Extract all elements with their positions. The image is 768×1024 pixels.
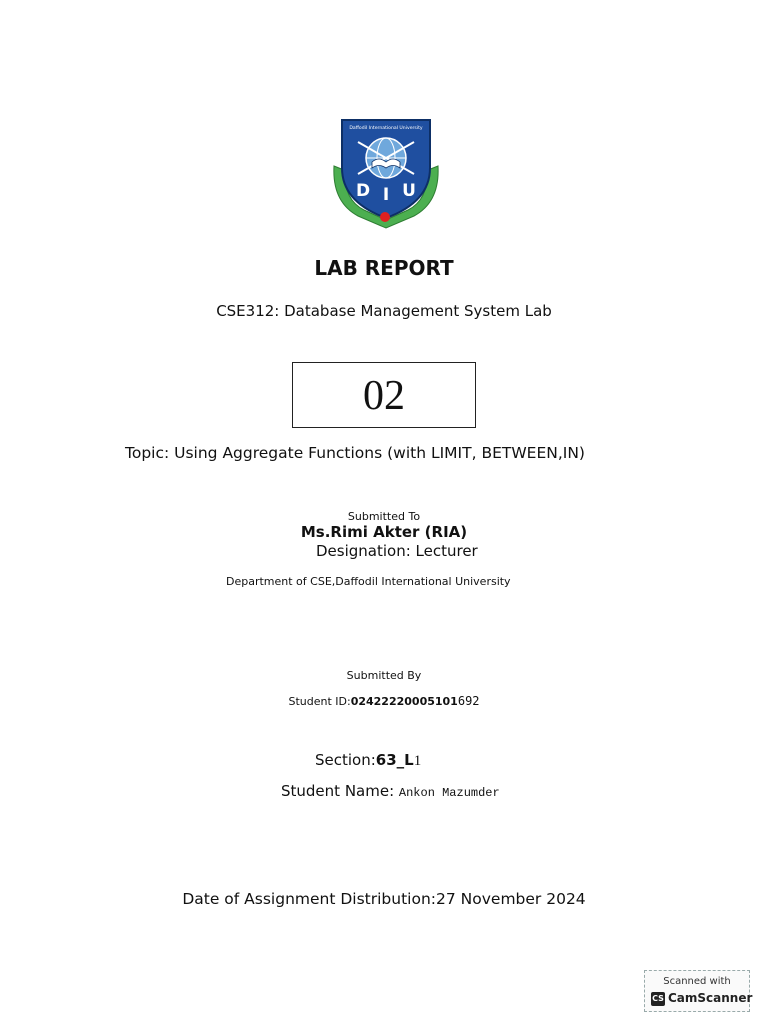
university-logo: [328, 110, 444, 232]
watermark-brand: CamScanner: [668, 991, 753, 1005]
logo-university-text: Daffodil International University: [349, 126, 423, 131]
logo-red-dot: [380, 212, 390, 222]
report-topic: Topic: Using Aggregate Functions (with LIMIT, BETWEEN,IN): [125, 444, 585, 462]
teacher-designation: Designation: Lecturer: [316, 542, 478, 560]
logo-letter-d: D: [355, 181, 371, 201]
camscanner-watermark: [644, 970, 753, 1012]
student-id-label: Student ID:: [288, 695, 351, 708]
student-name: [281, 782, 500, 800]
camscanner-icon: CS: [651, 992, 665, 1006]
section-value: 63_L: [375, 751, 414, 769]
student-id: [0, 694, 768, 708]
logo-letter-u: U: [402, 181, 416, 201]
submitted-to-label: Submitted To: [347, 510, 421, 523]
student-id-handwritten: 692: [457, 694, 480, 708]
watermark-caption: Scanned with: [663, 976, 731, 987]
teacher-name: Ms.Rimi Akter (RIA): [300, 523, 468, 541]
distribution-date: Date of Assignment Distribution:27 November 2024: [182, 890, 586, 908]
section-label: Section:: [315, 751, 376, 769]
course-name: CSE312: Database Management System Lab: [216, 302, 552, 320]
student-id-value: 02422220005101: [350, 695, 458, 708]
section-handwritten: 1: [413, 753, 422, 769]
student-name-label: Student Name:: [281, 782, 399, 800]
report-title: LAB REPORT: [314, 256, 454, 280]
logo-letter-i: I: [382, 185, 390, 205]
submitted-by-label: Submitted By: [346, 669, 422, 682]
teacher-department: Department of CSE,Daffodil International University: [226, 575, 511, 588]
student-section: [315, 751, 421, 770]
student-name-value: Ankon Mazumder: [398, 786, 500, 800]
lab-number-box: 02: [292, 362, 476, 428]
